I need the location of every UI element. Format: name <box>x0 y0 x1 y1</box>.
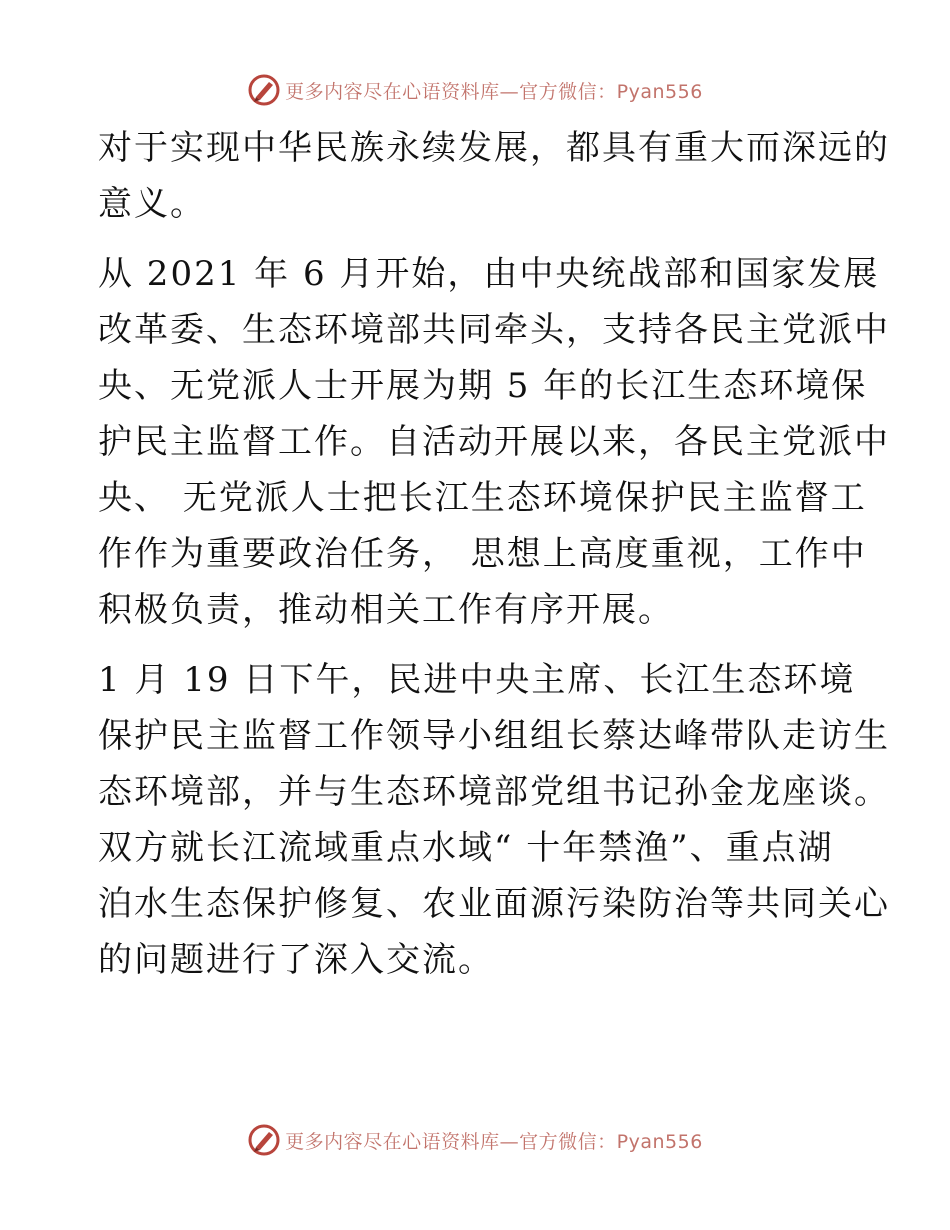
paragraph-3 <box>98 652 890 988</box>
text-line: 作作为重要政治任务， 思想上高度重视，工作中 <box>98 534 867 574</box>
text-line: 意义。 <box>98 184 206 224</box>
text-line: 对于实现中华民族永续发展，都具有重大而深远的 <box>98 128 890 168</box>
paragraph-1 <box>98 120 890 232</box>
text-line: 态环境部，并与生态环境部党组书记孙金龙座谈。 <box>98 772 890 812</box>
text-line: 改革委、生态环境部共同牵头，支持各民主党派中 <box>98 310 890 350</box>
banner-site-text: 更多内容尽在心语资料库—官方微信： <box>285 80 617 103</box>
text-line: 从 2021 年 6 月开始，由中央统战部和国家发展 <box>98 254 880 294</box>
paragraph-2 <box>98 246 890 638</box>
banner-site-text: 更多内容尽在心语资料库—官方微信： <box>285 1130 617 1153</box>
banner-wechat-id: Pyan556 <box>616 1130 703 1153</box>
text-line: 央、无党派人士开展为期 5 年的长江生态环境保 <box>98 366 868 406</box>
header-banner <box>0 70 950 110</box>
text-line: 护民主监督工作。自活动开展以来，各民主党派中 <box>98 422 890 462</box>
text-line: 双方就长江流域重点水域“ 十年禁渔”、重点湖 <box>98 828 834 868</box>
text-line: 泊水生态保护修复、农业面源污染防治等共同关心 <box>98 884 890 924</box>
text-line: 央、 无党派人士把长江生态环境保护民主监督工 <box>98 478 867 518</box>
banner-wechat-id: Pyan556 <box>616 80 703 103</box>
text-line: 积极负责，推动相关工作有序开展。 <box>98 590 674 630</box>
banner-text <box>285 1127 703 1154</box>
text-line: 的问题进行了深入交流。 <box>98 940 494 980</box>
text-line: 保护民主监督工作领导小组组长蔡达峰带队走访生 <box>98 716 890 756</box>
pen-logo-icon <box>247 1123 281 1157</box>
banner-text <box>285 77 703 104</box>
pen-logo-icon <box>247 73 281 107</box>
document-body <box>98 120 890 1002</box>
text-line: 1 月 19 日下午，民进中央主席、长江生态环境 <box>98 660 856 700</box>
footer-banner <box>0 1120 950 1160</box>
